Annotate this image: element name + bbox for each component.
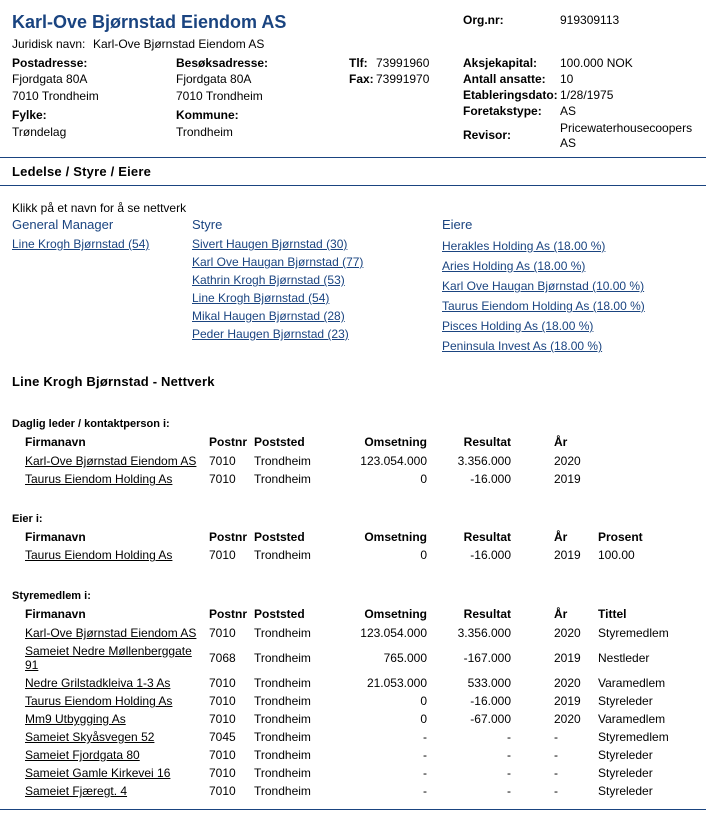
divider	[0, 185, 706, 186]
cell-resultat: -	[507, 730, 511, 744]
company-link[interactable]: Nedre Grilstadkleiva 1-3 As	[25, 676, 171, 690]
company-link-cont[interactable]: 91	[25, 658, 39, 672]
cell-omsetning: -	[423, 748, 427, 762]
aksjekapital-value: 100.000 NOK	[560, 56, 633, 70]
company-link[interactable]: Sameiet Fjordgata 80	[25, 748, 140, 762]
eier-link[interactable]: Karl Ove Haugan Bjørnstad (10.00 %)	[442, 279, 645, 293]
cell-poststed: Trondheim	[254, 730, 311, 744]
cell-ar: 2019	[554, 548, 581, 562]
cell-ar: 2019	[554, 651, 581, 665]
company-link[interactable]: Sameiet Skyåsvegen 52	[25, 730, 155, 744]
cell-postnr: 7045	[209, 730, 236, 744]
cell-postnr: 7068	[209, 651, 236, 665]
cell-poststed: Trondheim	[254, 548, 311, 562]
cell-tittel: Nestleder	[598, 651, 650, 665]
company-link[interactable]: Taurus Eiendom Holding As	[25, 694, 173, 708]
cell-postnr: 7010	[209, 548, 236, 562]
cell-resultat: 3.356.000	[457, 454, 511, 468]
eier-link[interactable]: Aries Holding As (18.00 %)	[442, 259, 586, 273]
col-header-postnr: Postnr	[209, 530, 248, 544]
cell-resultat: -16.000	[470, 548, 511, 562]
col-header-prosent: Prosent	[598, 530, 643, 544]
cell-omsetning: -	[423, 784, 427, 798]
cell-omsetning: -	[423, 730, 427, 744]
company-link[interactable]: Sameiet Nedre Møllenberggate	[25, 644, 192, 658]
styre-person-link[interactable]: Sivert Haugen Bjørnstad (30)	[192, 237, 348, 251]
styre-title: Styre	[192, 217, 223, 232]
cell-tittel: Styreleder	[598, 694, 653, 708]
divider	[0, 157, 706, 158]
cell-tittel: Varamedlem	[598, 676, 666, 690]
gm-person-link[interactable]: Line Krogh Bjørnstad (54)	[12, 237, 150, 251]
fylke-label: Fylke:	[12, 108, 47, 122]
juridisk-value: Karl-Ove Bjørnstad Eiendom AS	[93, 37, 265, 51]
col-header-poststed: Poststed	[254, 607, 305, 621]
network-hint: Klikk på et navn for å se nettverk	[12, 201, 187, 215]
company-link[interactable]: Taurus Eiendom Holding As	[25, 472, 173, 486]
cell-poststed: Trondheim	[254, 748, 311, 762]
cell-poststed: Trondheim	[254, 454, 311, 468]
cell-omsetning: 765.000	[383, 651, 427, 665]
cell-omsetning: -	[423, 766, 427, 780]
col-header-resultat: Resultat	[463, 607, 511, 621]
cell-ar: -	[554, 766, 558, 780]
eier-link[interactable]: Taurus Eiendom Holding As (18.00 %)	[442, 299, 645, 313]
col-header-postnr: Postnr	[209, 435, 248, 449]
cell-postnr: 7010	[209, 748, 236, 762]
cell-resultat: -	[507, 784, 511, 798]
eier-label: Eier i:	[12, 513, 43, 525]
col-header-firmanavn: Firmanavn	[25, 530, 86, 544]
cell-prosent: 100.00	[598, 548, 635, 562]
cell-resultat: 533.000	[467, 676, 511, 690]
cell-tittel: Styremedlem	[598, 730, 669, 744]
col-header-ar: År	[554, 530, 568, 544]
juridisk-label: Juridisk navn:	[12, 37, 86, 51]
col-header-omsetning: Omsetning	[364, 607, 427, 621]
styre-person-link[interactable]: Line Krogh Bjørnstad (54)	[192, 291, 330, 305]
cell-ar: 2020	[554, 676, 581, 690]
cell-postnr: 7010	[209, 712, 236, 726]
col-header-poststed: Poststed	[254, 530, 305, 544]
styre-person-link[interactable]: Kathrin Krogh Bjørnstad (53)	[192, 273, 345, 287]
cell-tittel: Styreleder	[598, 784, 653, 798]
divider	[0, 809, 706, 810]
cell-resultat: -67.000	[470, 712, 511, 726]
cell-omsetning: 0	[420, 712, 427, 726]
cell-resultat: -16.000	[470, 694, 511, 708]
foretak-label: Foretakstype:	[463, 104, 542, 118]
cell-omsetning: 123.054.000	[360, 626, 427, 640]
cell-postnr: 7010	[209, 472, 236, 486]
cell-ar: 2019	[554, 694, 581, 708]
foretak-value: AS	[560, 104, 577, 118]
ansatte-label: Antall ansatte:	[463, 72, 546, 86]
col-header-ar: År	[554, 607, 568, 621]
etabl-value: 1/28/1975	[560, 88, 614, 102]
cell-postnr: 7010	[209, 676, 236, 690]
styre-person-link[interactable]: Karl Ove Haugan Bjørnstad (77)	[192, 255, 364, 269]
besok-line1: Fjordgata 80A	[176, 72, 252, 86]
cell-omsetning: 0	[420, 548, 427, 562]
fax-value: 73991970	[376, 72, 430, 86]
cell-tittel: Styremedlem	[598, 626, 669, 640]
cell-ar: 2020	[554, 454, 581, 468]
cell-poststed: Trondheim	[254, 651, 311, 665]
ansatte-value: 10	[560, 72, 574, 86]
cell-poststed: Trondheim	[254, 676, 311, 690]
col-header-omsetning: Omsetning	[364, 530, 427, 544]
company-link[interactable]: Sameiet Fjæregt. 4	[25, 784, 128, 798]
besok-label: Besøksadresse:	[176, 56, 269, 70]
postadresse-line2: 7010 Trondheim	[12, 89, 99, 103]
col-header-resultat: Resultat	[463, 435, 511, 449]
cell-resultat: -167.000	[463, 651, 511, 665]
cell-tittel: Styreleder	[598, 748, 653, 762]
eier-link[interactable]: Herakles Holding As (18.00 %)	[442, 239, 606, 253]
kommune-value: Trondheim	[176, 125, 233, 139]
revisor-label: Revisor:	[463, 128, 512, 142]
eier-link[interactable]: Peninsula Invest As (18.00 %)	[442, 339, 603, 353]
company-link[interactable]: Taurus Eiendom Holding As	[25, 548, 173, 562]
cell-poststed: Trondheim	[254, 784, 311, 798]
cell-postnr: 7010	[209, 454, 236, 468]
cell-poststed: Trondheim	[254, 712, 311, 726]
col-header-postnr: Postnr	[209, 607, 248, 621]
col-header-firmanavn: Firmanavn	[25, 435, 86, 449]
fax-label: Fax:	[349, 72, 374, 86]
cell-resultat: -	[507, 748, 511, 762]
cell-poststed: Trondheim	[254, 694, 311, 708]
cell-omsetning: 0	[420, 694, 427, 708]
cell-resultat: -	[507, 766, 511, 780]
network-heading: Line Krogh Bjørnstad - Nettverk	[12, 374, 215, 389]
tlf-value: 73991960	[376, 56, 430, 70]
styremedlem-label: Styremedlem i:	[12, 590, 91, 602]
postadresse-label: Postadresse:	[12, 56, 88, 70]
cell-tittel: Styreleder	[598, 766, 653, 780]
styre-person-link[interactable]: Peder Haugen Bjørnstad (23)	[192, 327, 349, 341]
revisor-line1: Pricewaterhousecoopers	[560, 121, 693, 135]
cell-omsetning: 123.054.000	[360, 454, 427, 468]
cell-resultat: -16.000	[470, 472, 511, 486]
aksjekapital-label: Aksjekapital:	[463, 56, 538, 70]
cell-ar: -	[554, 784, 558, 798]
cell-omsetning: 21.053.000	[366, 676, 427, 690]
etabl-label: Etableringsdato:	[463, 88, 558, 102]
cell-postnr: 7010	[209, 766, 236, 780]
orgnr-label: Org.nr:	[463, 13, 504, 27]
eiere-title: Eiere	[442, 217, 473, 232]
col-header-firmanavn: Firmanavn	[25, 607, 86, 621]
col-header-omsetning: Omsetning	[364, 435, 427, 449]
company-name: Karl-Ove Bjørnstad Eiendom AS	[12, 12, 287, 32]
revisor-line2: AS	[560, 136, 577, 150]
cell-ar: 2020	[554, 626, 581, 640]
cell-ar: -	[554, 730, 558, 744]
ledelse-heading: Ledelse / Styre / Eiere	[12, 164, 152, 179]
postadresse-line1: Fjordgata 80A	[12, 72, 88, 86]
cell-poststed: Trondheim	[254, 472, 311, 486]
gm-title: General Manager	[12, 217, 114, 232]
cell-poststed: Trondheim	[254, 766, 311, 780]
cell-resultat: 3.356.000	[457, 626, 511, 640]
tlf-label: Tlf:	[349, 56, 368, 70]
styre-person-link[interactable]: Mikal Haugen Bjørnstad (28)	[192, 309, 345, 323]
kommune-label: Kommune:	[176, 108, 239, 122]
col-header-poststed: Poststed	[254, 435, 305, 449]
cell-tittel: Varamedlem	[598, 712, 666, 726]
cell-postnr: 7010	[209, 626, 236, 640]
company-link[interactable]: Karl-Ove Bjørnstad Eiendom AS	[25, 454, 197, 468]
cell-omsetning: 0	[420, 472, 427, 486]
col-header-tittel: Tittel	[598, 607, 627, 621]
company-link[interactable]: Mm9 Utbygging As	[25, 712, 126, 726]
cell-ar: 2019	[554, 472, 581, 486]
besok-line2: 7010 Trondheim	[176, 89, 263, 103]
cell-ar: 2020	[554, 712, 581, 726]
cell-poststed: Trondheim	[254, 626, 311, 640]
company-link[interactable]: Sameiet Gamle Kirkevei 16	[25, 766, 171, 780]
daglig-label: Daglig leder / kontaktperson i:	[12, 418, 170, 430]
eier-link[interactable]: Pisces Holding As (18.00 %)	[442, 319, 594, 333]
fylke-value: Trøndelag	[12, 125, 67, 139]
col-header-ar: År	[554, 435, 568, 449]
cell-ar: -	[554, 748, 558, 762]
cell-postnr: 7010	[209, 784, 236, 798]
orgnr-value: 919309113	[560, 13, 620, 27]
cell-postnr: 7010	[209, 694, 236, 708]
company-link[interactable]: Karl-Ove Bjørnstad Eiendom AS	[25, 626, 197, 640]
col-header-resultat: Resultat	[463, 530, 511, 544]
